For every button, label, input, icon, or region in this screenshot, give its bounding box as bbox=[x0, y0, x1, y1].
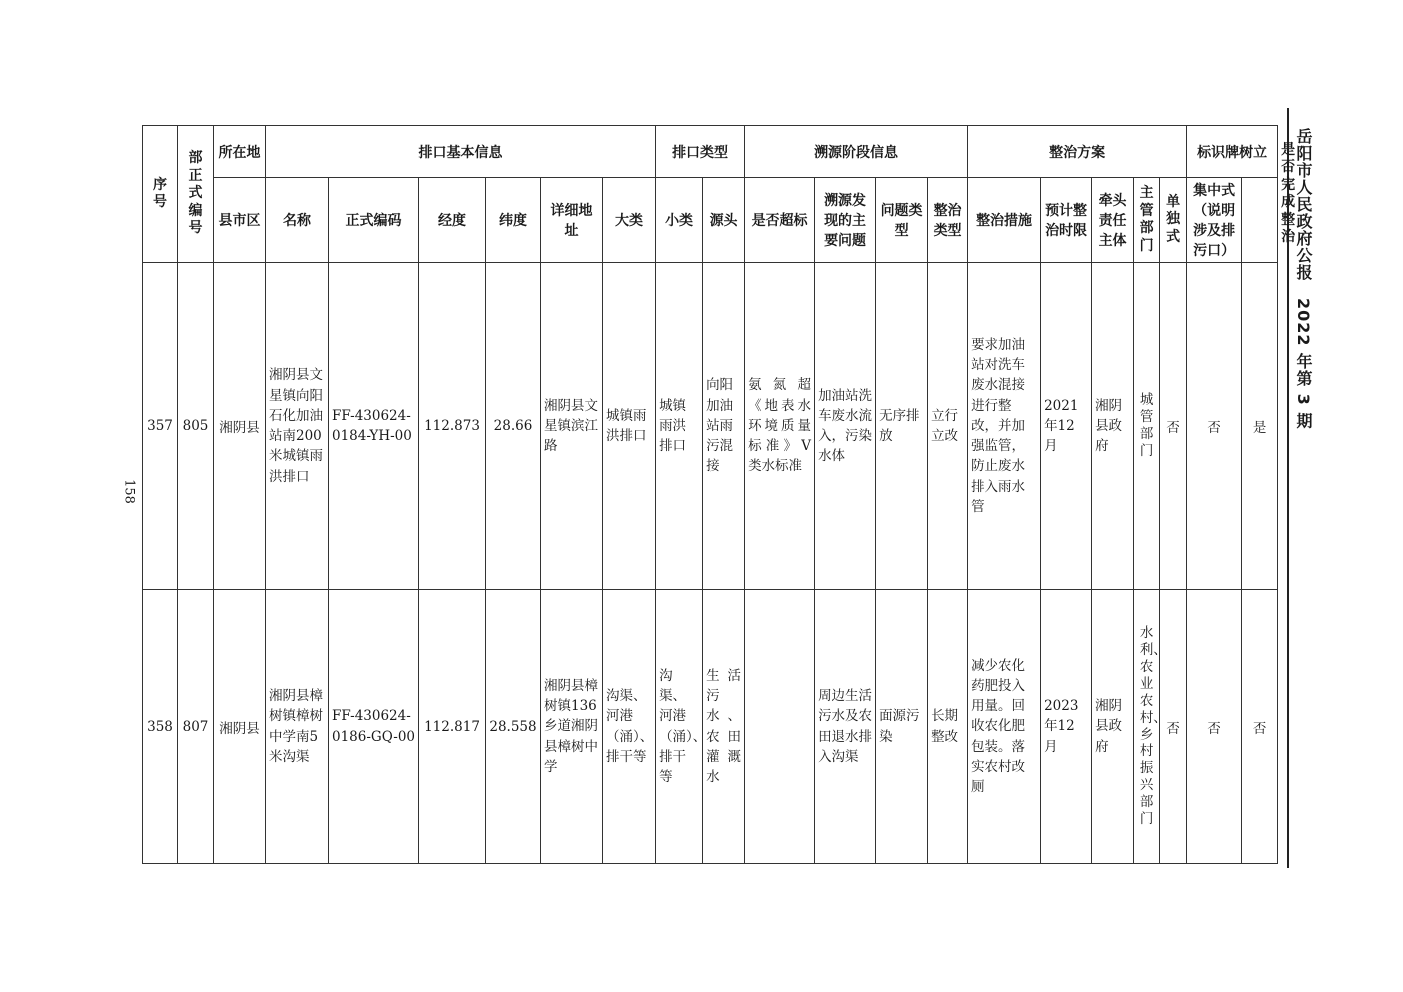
cell-longitude: 112.817 bbox=[419, 590, 486, 864]
cell-problem-type: 面源污染 bbox=[876, 590, 928, 864]
cell-county: 湘阴县 bbox=[214, 263, 266, 590]
header-minor-type: 小类 bbox=[656, 178, 703, 263]
cell-formal-code: FF-430624-0184-YH-00 bbox=[329, 263, 419, 590]
header-seq: 序号 bbox=[143, 126, 178, 263]
table-row bbox=[143, 590, 1278, 864]
cell-rectify-type: 立行立改 bbox=[928, 263, 968, 590]
table-row bbox=[143, 263, 1278, 590]
header-longitude: 经度 bbox=[419, 178, 486, 263]
header-ministry-code: 部正式编号 bbox=[178, 126, 214, 263]
header-main-problem: 溯源发现的主要问题 bbox=[815, 178, 876, 263]
header-outlet-type: 排口类型 bbox=[656, 126, 745, 178]
header-basic-info: 排口基本信息 bbox=[266, 126, 656, 178]
header-deadline: 预计整治时限 bbox=[1041, 178, 1092, 263]
cell-source: 生活污水、农田灌溉水 bbox=[703, 590, 745, 864]
cell-longitude: 112.873 bbox=[419, 263, 486, 590]
header-rectify-plan: 整治方案 bbox=[968, 126, 1187, 178]
side-header: 岳阳市人民政府公报 2022 年第 3 期 bbox=[1294, 128, 1313, 430]
cell-name: 湘阴县文星镇向阳石化加油站南200米城镇雨洪排口 bbox=[266, 263, 329, 590]
header-problem-type: 问题类型 bbox=[876, 178, 928, 263]
cell-measures: 减少农化药肥投入用量。回收农化肥包装。落实农村改厕 bbox=[968, 590, 1041, 864]
cell-problem-type: 无序排放 bbox=[876, 263, 928, 590]
cell-lead-body: 湘阴县政府 bbox=[1092, 590, 1134, 864]
cell-rectify-type: 长期整改 bbox=[928, 590, 968, 864]
cell-completed: 否 bbox=[1242, 590, 1278, 864]
header-measures: 整治措施 bbox=[968, 178, 1041, 263]
cell-formal-code: FF-430624-0186-GQ-00 bbox=[329, 590, 419, 864]
header-exceeds: 是否超标 bbox=[745, 178, 815, 263]
cell-single: 否 bbox=[1160, 263, 1187, 590]
outlet-table: 序号 部正式编号 所在地 排口基本信息 排口类型 溯源阶段信息 整治方案 标识牌树立 是否完成整治 县市区 名称 正式编码 经度 纬度 详细地址 大类 小类 源头 是否超标 溯源发现的主要问题 问题类型 整治类型 整治措施 预计整治时限 牵头责任主体 主管部门 单独式 集中式（说明涉及排污口） 357 805 湘阴县 湘阴县文星镇向阳石化加油站南200米城镇雨洪排口 FF-430624-0184-YH-00 112.873 28.66 湘阴县文星镇滨江路 城镇雨洪排口 城镇雨洪排口 向阳加油站雨污混接 氨氮超《地表水环境质量标准》Ⅴ类水标准 加油站洗车废水流入，污染水体 无序排放 立行立改 要求加油站对洗车废水混接进行整改，并加强监管，防止废水排入雨水管 2021年12月 湘阴县政府 城管部门 否 否 是 358 807 湘阴县 湘阴县樟树镇樟树中学南5米沟渠 FF-430624-0186-GQ-00 112.817 28.558 湘阴县樟树镇136乡道湘阴县樟树中学 沟渠、河港（涌）、排干等 沟渠、河港（涌）、排干等 生活污水、农田灌溉水 周边生活污水及农田退水排入沟渠 面源污染 长期整改 减少农化药肥投入用量。回收农化肥包装。落实农村改厕 2023年12月 湘阴县政府 水利、农业农村、乡村振兴部门 否 否 否 bbox=[142, 125, 1278, 864]
header-rectify-type: 整治类型 bbox=[928, 178, 968, 263]
cell-single: 否 bbox=[1160, 590, 1187, 864]
cell-address: 湘阴县樟树镇136乡道湘阴县樟树中学 bbox=[541, 590, 603, 864]
cell-seq: 358 bbox=[143, 590, 178, 864]
cell-dept: 水利、农业农村、乡村振兴部门 bbox=[1134, 590, 1160, 864]
cell-minor-type: 沟渠、河港（涌）、排干等 bbox=[656, 590, 703, 864]
cell-centralized: 否 bbox=[1187, 263, 1242, 590]
header-source: 源头 bbox=[703, 178, 745, 263]
cell-latitude: 28.558 bbox=[486, 590, 541, 864]
cell-latitude: 28.66 bbox=[486, 263, 541, 590]
header-county: 县市区 bbox=[214, 178, 266, 263]
page-number: 158 bbox=[121, 479, 137, 504]
cell-exceeds bbox=[745, 590, 815, 864]
cell-source: 向阳加油站雨污混接 bbox=[703, 263, 745, 590]
cell-address: 湘阴县文星镇滨江路 bbox=[541, 263, 603, 590]
cell-completed: 是 bbox=[1242, 263, 1278, 590]
cell-exceeds: 氨氮超《地表水环境质量标准》Ⅴ类水标准 bbox=[745, 263, 815, 590]
cell-main-problem: 加油站洗车废水流入，污染水体 bbox=[815, 263, 876, 590]
cell-dept: 城管部门 bbox=[1134, 263, 1160, 590]
header-major-type: 大类 bbox=[603, 178, 656, 263]
header-name: 名称 bbox=[266, 178, 329, 263]
header-trace-stage: 溯源阶段信息 bbox=[745, 126, 968, 178]
header-latitude: 纬度 bbox=[486, 178, 541, 263]
header-dept: 主管部门 bbox=[1134, 178, 1160, 263]
cell-deadline: 2023年12月 bbox=[1041, 590, 1092, 864]
cell-deadline: 2021年12月 bbox=[1041, 263, 1092, 590]
header-single: 单独式 bbox=[1160, 178, 1187, 263]
header-lead-body: 牵头责任主体 bbox=[1092, 178, 1134, 263]
cell-county: 湘阴县 bbox=[214, 590, 266, 864]
cell-measures: 要求加油站对洗车废水混接进行整改，并加强监管，防止废水排入雨水管 bbox=[968, 263, 1041, 590]
cell-ministry-code: 805 bbox=[178, 263, 214, 590]
header-centralized: 集中式（说明涉及排污口） bbox=[1187, 178, 1242, 263]
header-signboard: 标识牌树立 bbox=[1187, 126, 1278, 178]
cell-major-type: 沟渠、河港（涌）、排干等 bbox=[603, 590, 656, 864]
cell-minor-type: 城镇雨洪排口 bbox=[656, 263, 703, 590]
header-address: 详细地址 bbox=[541, 178, 603, 263]
cell-ministry-code: 807 bbox=[178, 590, 214, 864]
cell-main-problem: 周边生活污水及农田退水排入沟渠 bbox=[815, 590, 876, 864]
cell-lead-body: 湘阴县政府 bbox=[1092, 263, 1134, 590]
cell-seq: 357 bbox=[143, 263, 178, 590]
header-formal-code: 正式编码 bbox=[329, 178, 419, 263]
cell-centralized: 否 bbox=[1187, 590, 1242, 864]
header-location-group: 所在地 bbox=[214, 126, 266, 178]
cell-name: 湘阴县樟树镇樟树中学南5米沟渠 bbox=[266, 590, 329, 864]
cell-major-type: 城镇雨洪排口 bbox=[603, 263, 656, 590]
